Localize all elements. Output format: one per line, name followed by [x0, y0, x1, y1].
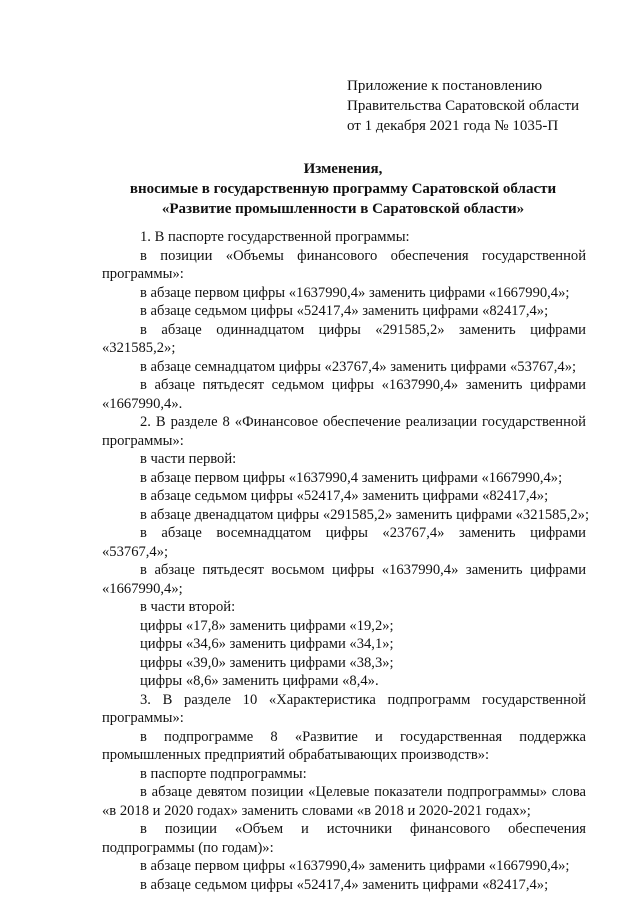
paragraph: в части второй:	[140, 599, 236, 615]
paragraph: в абзаце восемнадцатом цифры «23767,4» заменить цифрами «53767,4»;	[102, 525, 586, 560]
paragraph: цифры «17,8» заменить цифрами «19,2»;	[140, 617, 394, 634]
paragraph: в абзаце первом цифры «1637990,4» заменить цифрами «1667990,4»;	[140, 858, 570, 874]
paragraph: в паспорте подпрограммы:	[140, 765, 307, 782]
paragraph: 2. В разделе 8 «Финансовое обеспечение реализации государственной программы»:	[102, 414, 586, 449]
approval-line-2: Правительства Саратовской области	[347, 98, 580, 114]
paragraph: в абзаце двенадцатом цифры «291585,2» заменить цифрами «321585,2»;	[140, 506, 590, 523]
paragraph: в абзаце пятьдесят седьмом цифры «1637990,4» заменить цифрами «1667990,4».	[102, 377, 586, 412]
paragraph: в абзаце семнадцатом цифры «23767,4» заменить цифрами «53767,4»;	[140, 358, 577, 375]
approval-line-1: Приложение к постановлению	[347, 78, 543, 94]
paragraph: цифры «8,6» заменить цифрами «8,4».	[140, 673, 379, 689]
paragraph: в абзаце одиннадцатом цифры «291585,2» заменить цифрами «321585,2»;	[102, 321, 586, 356]
document-title	[100, 159, 586, 219]
paragraph: в позиции «Объемы финансового обеспечения государственной программы»:	[102, 247, 586, 282]
paragraph: в абзаце седьмом цифры «52417,4» заменить цифрами «82417,4»;	[140, 303, 549, 319]
paragraph: цифры «39,0» заменить цифрами «38,3»;	[140, 654, 394, 671]
paragraph: в абзаце седьмом цифры «52417,4» заменить цифрами «82417,4»;	[140, 488, 549, 504]
title-line-2: вносимые в государственную программу Саратовской области	[129, 181, 557, 197]
paragraph: 1. В паспорте государственной программы:	[140, 229, 410, 245]
paragraph: в подпрограмме 8 «Развитие и государственная поддержка промышленных предприятий обрабатывающих производств»:	[102, 728, 586, 763]
paragraph: в абзаце девятом позиции «Целевые показатели подпрограммы» слова «в 2018 и 2020 годах» заменить словами «в 2018 и 2020-2021 годах»;	[102, 784, 586, 819]
paragraph: в части первой:	[140, 451, 237, 467]
paragraph: 3. В разделе 10 «Характеристика подпрограмм государственной программы»:	[102, 691, 586, 726]
paragraph: в абзаце пятьдесят восьмом цифры «1637990,4» заменить цифрами «1667990,4»;	[102, 562, 586, 597]
paragraph: в абзаце первом цифры «1637990,4» заменить цифрами «1667990,4»;	[140, 284, 570, 301]
approval-block	[347, 76, 579, 136]
paragraph: в абзаце первом цифры «1637990,4 заменить цифрами «1667990,4»;	[140, 469, 563, 486]
paragraph: в абзаце седьмом цифры «52417,4» заменить цифрами «82417,4»;	[140, 876, 549, 893]
paragraph: цифры «34,6» заменить цифрами «34,1»;	[140, 636, 394, 652]
title-line-1: Изменения,	[303, 161, 383, 177]
approval-line-3: от 1 декабря 2021 года № 1035-П	[347, 118, 559, 134]
title-line-3: «Развитие промышленности в Саратовской области»	[161, 201, 525, 217]
paragraph: в позиции «Объем и источники финансового обеспечения подпрограммы (по годам)»:	[102, 821, 586, 856]
document-body	[102, 228, 590, 894]
